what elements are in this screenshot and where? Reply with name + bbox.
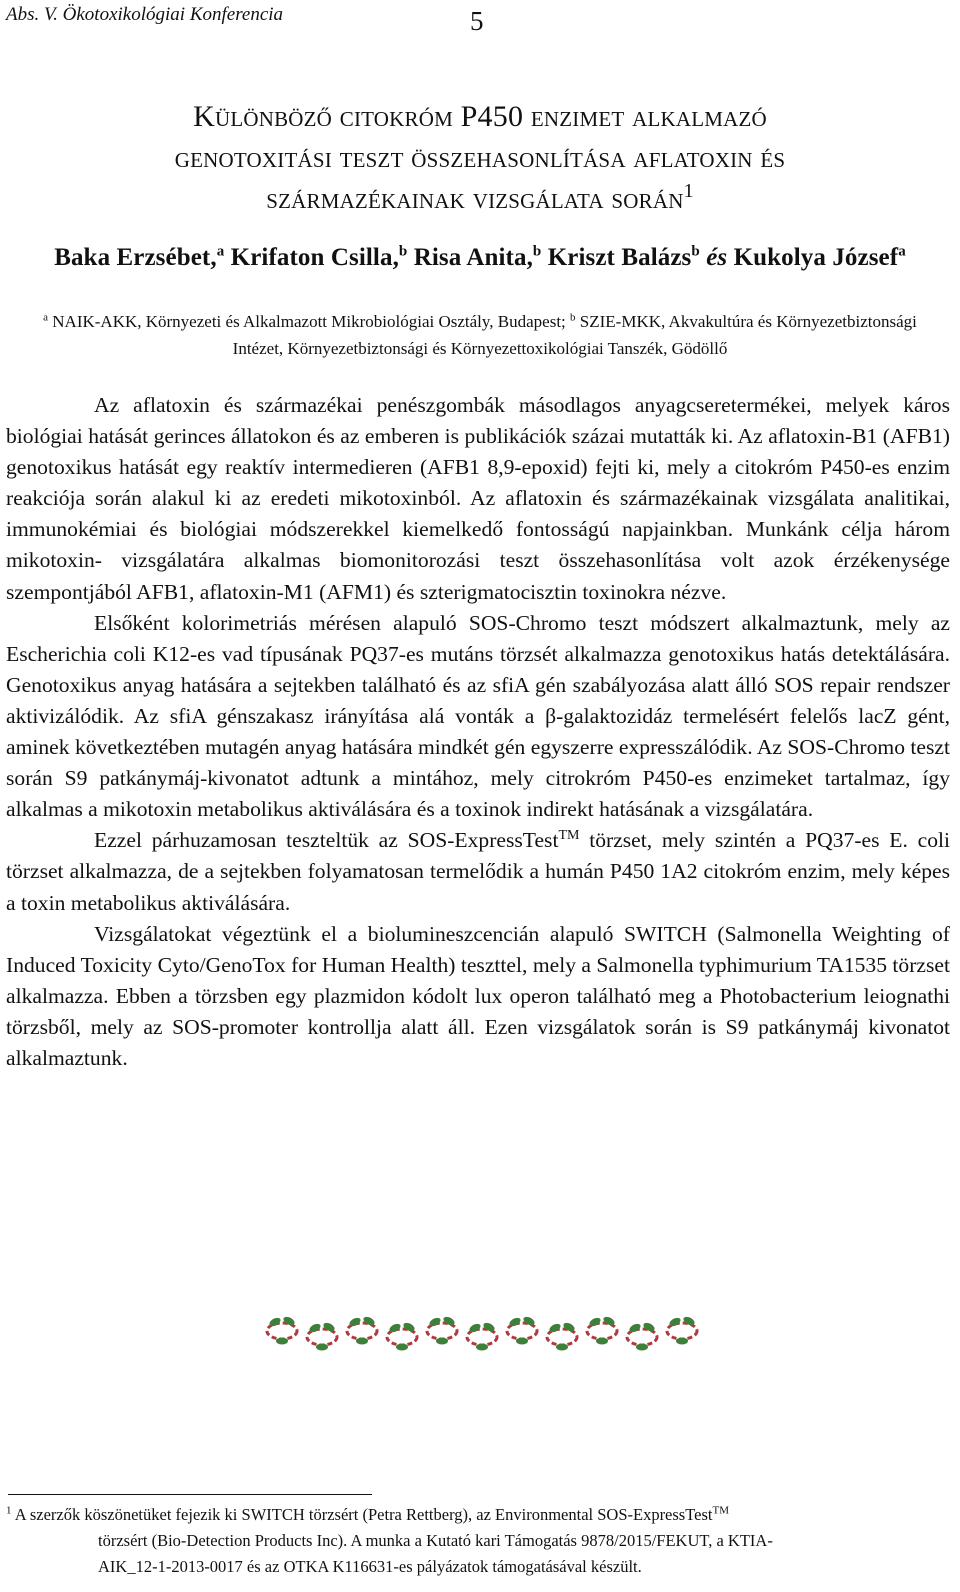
author-affiliation-mark: b xyxy=(532,243,542,260)
author-name: Baka Erzsébet, xyxy=(54,244,217,271)
title-footnote-mark: 1 xyxy=(683,180,694,202)
affiliation-text: NAIK-AKK, Környezeti és Alkalmazott Mikrobiológiai Osztály, Budapest; xyxy=(52,312,566,331)
running-header: Abs. V. Ökotoxikológiai Konferencia xyxy=(6,4,284,25)
author-affiliation-mark: a xyxy=(898,243,906,260)
author-conjunction: és xyxy=(706,244,728,271)
trademark-mark: TM xyxy=(558,828,580,844)
title-line: genotoxitási teszt összehasonlítása aflatoxin és xyxy=(174,141,786,174)
author-affiliation-mark: a xyxy=(216,243,225,260)
body-paragraph: Az aflatoxin és származékai penészgombák másodlagos anyagcseretermékei, melyek káros biológiai hatását gerinces állatokon és az emberen is publikációk százai mutatták ki. Az aflatoxin-B1 (AFB1) genotoxikus hatását egy reaktív intermedieren (AFB1 8,9-epoxid) fejti ki, mely a citokróm P450-es enzim reakciója során alakul ki az eredeti mikotoxinból. Az aflatoxin és származékainak vizsgálata analitikai, immunokémiai és biológiai módszerekkel kiemelkedő fontosságú napjainkban. Munkánk célja három mikotoxin- vizsgálatára alkalmas biomonitorozási teszt összehasonlítása volt azok érzékenysége szempontjából AFB1, aflatoxin-M1 (AFM1) és szterigmatocisztin toxinokra nézve. xyxy=(6,393,950,604)
affiliation-text: SZIE-MKK, Akvakultúra és Környezetbiztonsági Intézet, Környezetbiztonsági és Környezettoxikológiai Tanszék, Gödöllő xyxy=(232,312,917,358)
footnote-line xyxy=(6,1502,946,1528)
footnote-text: A szerzők köszönetüket fejezik ki SWITCH törzsért (Petra Rettberg), az Environmental SOS-ExpressTest xyxy=(14,1505,713,1524)
title-line: Különböző citokróm P450 enzimet alkalmazó xyxy=(193,100,767,133)
title-line-text: származékainak vizsgálata során xyxy=(266,182,684,215)
author-name: Kriszt Balázs xyxy=(547,244,692,271)
paragraph-text: Ezzel párhuzamosan teszteltük az SOS-ExpressTest xyxy=(94,828,559,853)
affiliation-mark: a xyxy=(43,311,49,324)
title-line xyxy=(0,178,960,219)
author-list xyxy=(0,244,960,272)
body-paragraph: Vizsgálatokat végeztünk el a biolumineszcencián alapuló SWITCH (Salmonella Weighting of Induced Toxicity Cyto/GenoTox for Human Health) teszttel, mely a Salmonella typhimurium TA1535 törzset alkalmazza. Ebben a törzsben egy plazmidon kódolt lux operon található meg a Photobacterium leiognathi törzsből, mely az SOS-promoter kontrollja alatt áll. Ezen vizsgálatok során is S9 patkánymáj kivonatot alkalmaztunk. xyxy=(6,921,950,1070)
body-paragraph: Elsőként kolorimetriás mérésen alapuló SOS-Chromo teszt módszert alkalmaztunk, mely az Escherichia coli K12-es vad típusának PQ37-es mutáns törzsét alkalmazza genotoxikus hatás detektálására. Genotoxikus anyag hatására a sejtekben található és az sfiA gén szabályozása alatt álló SOS repair rendszer aktivizálódik. Az sfiA génszakasz irányítása alá vonták a β-galaktozidáz termelésért felelős lacZ gént, aminek következtében mutagén anyag hatására mindkét gén egyszerre expresszálódik. Az SOS-Chromo teszt során S9 patkánymáj-kivonatot adtunk a mintához, mely citrokróm P450-es enzimeket tartalmaz, így alkalmas a mikotoxin metabolikus aktiválására és a toxinok indirekt hatásának a vizsgálatára. xyxy=(6,610,950,822)
footnote-line: AIK_12-1-2013-0017 és az OTKA K116631-es pályázatok támogatásával készült. xyxy=(98,1557,642,1576)
paper-title xyxy=(0,96,960,219)
footnote-divider xyxy=(8,1494,372,1495)
affiliations xyxy=(20,308,940,362)
author-affiliation-mark: b xyxy=(398,243,408,260)
author-name: Krifaton Csilla, xyxy=(230,244,399,271)
paragraph-text: törzset, mely szintén a PQ37-es E. coli törzset alkalmazza, de a sejtekben folyamatosan termelődik a humán P450 1A2 citokróm enzim, mely képes a toxin metabolikus aktiválására. xyxy=(6,828,950,915)
affiliation-mark: b xyxy=(570,311,576,324)
author-affiliation-mark: b xyxy=(691,243,700,260)
page-number: 5 xyxy=(470,6,484,36)
author-name: Kukolya József xyxy=(733,244,899,271)
body-paragraph xyxy=(6,825,950,918)
abstract-body xyxy=(6,390,950,1074)
holly-garland-divider-icon xyxy=(262,1308,702,1360)
footnote xyxy=(6,1502,946,1580)
trademark-mark: TM xyxy=(712,1504,729,1517)
author-name: Risa Anita, xyxy=(413,244,533,271)
footnote-mark: 1 xyxy=(6,1504,12,1517)
footnote-line: törzsért (Bio-Detection Products Inc). A munka a Kutató kari Támogatás 9878/2015/FEKUT, a KTIA- xyxy=(98,1531,773,1550)
